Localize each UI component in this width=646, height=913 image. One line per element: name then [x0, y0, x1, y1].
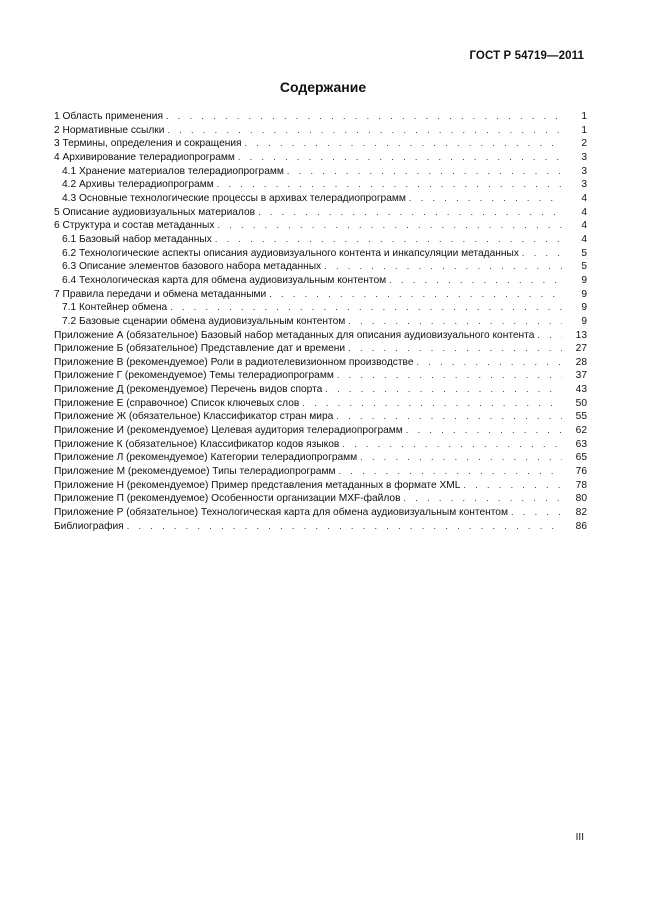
toc-entry [54, 151, 587, 165]
toc-entry-page: 5 [581, 261, 587, 273]
toc-entry [54, 410, 587, 424]
toc-entry [54, 260, 587, 274]
toc-entry-title: 5 Описание аудиовизуальных материалов [54, 206, 256, 218]
toc-entry-title: Библиография [54, 520, 124, 532]
toc-entry-page: 27 [575, 343, 587, 355]
toc-entry-page: 65 [575, 452, 587, 464]
toc-dot-leader [302, 397, 562, 411]
toc-entry-title: 6.3 Описание элементов базового набора метаданных [62, 261, 322, 273]
table-of-contents [54, 110, 587, 533]
toc-entry-page: 3 [581, 165, 587, 177]
toc-entry-page: 62 [575, 425, 587, 437]
toc-entry-page: 4 [581, 192, 587, 204]
toc-entry [54, 479, 587, 493]
toc-dot-leader [127, 520, 562, 534]
toc-entry-title: 7 Правила передачи и обмена метаданными [54, 288, 267, 300]
toc-entry [54, 506, 587, 520]
toc-dot-leader [360, 451, 562, 465]
toc-entry [54, 342, 587, 356]
toc-dot-leader [417, 356, 562, 370]
toc-entry-page: 2 [581, 138, 587, 150]
toc-entry-page: 43 [575, 384, 587, 396]
toc-entry [54, 288, 587, 302]
toc-entry-page: 5 [581, 247, 587, 259]
toc-dot-leader [522, 247, 562, 261]
toc-entry [54, 206, 587, 220]
page-number: III [575, 832, 584, 843]
toc-entry-title: 4.2 Архивы телерадиопрограмм [62, 179, 214, 191]
toc-entry-title: 2 Нормативные ссылки [54, 124, 165, 136]
toc-entry-page: 1 [581, 111, 587, 122]
toc-dot-leader [245, 137, 562, 151]
toc-entry [54, 247, 587, 261]
toc-entry-title: Приложение Б (обязательное) Представление дат и времени [54, 343, 346, 355]
toc-dot-leader [337, 369, 562, 383]
toc-dot-leader [511, 506, 562, 520]
toc-entry-page: 9 [581, 302, 587, 314]
toc-entry-title: Приложение К (обязательное) Классификатор кодов языков [54, 438, 340, 450]
toc-entry-title: 4.3 Основные технологические процессы в архивах телерадиопрограмм [62, 192, 406, 204]
toc-entry-title: 6.4 Технологическая карта для обмена аудиовизуальным контентом [62, 274, 387, 286]
toc-entry [54, 219, 587, 233]
toc-entry-title: 6 Структура и состав метаданных [54, 220, 215, 232]
toc-entry-page: 76 [575, 466, 587, 478]
toc-entry-title: 3 Термины, определения и сокращения [54, 138, 242, 150]
toc-entry [54, 383, 587, 397]
toc-entry [54, 192, 587, 206]
toc-entry-title: 4.1 Хранение материалов телерадиопрограмм [62, 165, 284, 177]
toc-entry-title: Приложение Н (рекомендуемое) Пример представления метаданных в формате XML [54, 479, 461, 491]
toc-entry [54, 465, 587, 479]
toc-dot-leader [324, 260, 562, 274]
toc-entry-page: 1 [581, 124, 587, 136]
toc-entry-title: 6.2 Технологические аспекты описания аудиовизуального контента и инкапсуляции метаданных [62, 247, 519, 259]
toc-dot-leader [167, 124, 562, 138]
toc-entry-page: 50 [575, 397, 587, 409]
toc-dot-leader [287, 165, 562, 179]
toc-entry-page: 4 [581, 206, 587, 218]
toc-entry-page: 28 [575, 356, 587, 368]
toc-dot-leader [409, 192, 562, 206]
toc-dot-leader [342, 438, 562, 452]
toc-entry-page: 78 [575, 479, 587, 491]
toc-dot-leader [348, 342, 562, 356]
toc-entry-page: 37 [575, 370, 587, 382]
toc-dot-leader [166, 110, 562, 124]
toc-entry-page: 80 [575, 493, 587, 505]
toc-entry [54, 165, 587, 179]
toc-entry [54, 369, 587, 383]
toc-dot-leader [463, 479, 562, 493]
toc-dot-leader [170, 301, 562, 315]
toc-entry-page: 13 [575, 329, 587, 341]
toc-entry-page: 4 [581, 233, 587, 245]
toc-dot-leader [336, 410, 562, 424]
toc-entry-page: 86 [575, 520, 587, 532]
toc-entry-title: Приложение Р (обязательное) Технологическая карта для обмена аудиовизуальным контентом [54, 507, 508, 519]
toc-entry-title: Приложение М (рекомендуемое) Типы телерадиопрограмм [54, 466, 336, 478]
toc-entry-page: 9 [581, 274, 587, 286]
toc-dot-leader [215, 233, 562, 247]
toc-dot-leader [406, 424, 562, 438]
toc-entry-title: Приложение Е (справочное) Список ключевых слов [54, 397, 300, 409]
toc-entry-title: 7.1 Контейнер обмена [62, 302, 168, 314]
document-code: ГОСТ Р 54719—2011 [469, 50, 584, 62]
toc-entry [54, 424, 587, 438]
toc-entry-title: 4 Архивирование телерадиопрограмм [54, 151, 235, 163]
toc-dot-leader [238, 151, 562, 165]
toc-entry [54, 356, 587, 370]
toc-dot-leader [258, 206, 562, 220]
toc-entry [54, 492, 587, 506]
toc-entry-page: 9 [581, 288, 587, 300]
toc-entry-page: 9 [581, 315, 587, 327]
toc-dot-leader [537, 329, 562, 343]
toc-dot-leader [389, 274, 562, 288]
toc-dot-leader [217, 178, 562, 192]
toc-entry [54, 233, 587, 247]
toc-entry-title: Приложение И (рекомендуемое) Целевая аудитория телерадиопрограмм [54, 425, 403, 437]
toc-entry [54, 137, 587, 151]
toc-dot-leader [348, 315, 562, 329]
toc-dot-leader [403, 492, 562, 506]
toc-entry [54, 124, 587, 138]
toc-entry-title: Приложение Г (рекомендуемое) Темы телерадиопрограмм [54, 370, 334, 382]
toc-entry-title: 1 Область применения [54, 111, 163, 122]
toc-dot-leader [325, 383, 562, 397]
toc-dot-leader [269, 288, 562, 302]
toc-entry [54, 274, 587, 288]
toc-entry-title: Приложение П (рекомендуемое) Особенности организации MXF-файлов [54, 493, 401, 505]
toc-entry-title: Приложение А (обязательное) Базовый набор метаданных для описания аудиовизуального контента [54, 329, 535, 341]
toc-entry-page: 3 [581, 179, 587, 191]
toc-entry [54, 301, 587, 315]
toc-entry-page: 63 [575, 438, 587, 450]
toc-entry-page: 4 [581, 220, 587, 232]
toc-entry-title: 7.2 Базовые сценарии обмена аудиовизуальным контентом [62, 315, 346, 327]
toc-entry-title: Приложение Д (рекомендуемое) Перечень видов спорта [54, 384, 323, 396]
toc-entry-page: 82 [575, 507, 587, 519]
toc-entry [54, 329, 587, 343]
toc-entry-page: 55 [575, 411, 587, 423]
toc-entry-title: Приложение Ж (обязательное) Классификатор стран мира [54, 411, 334, 423]
toc-entry-title: Приложение Л (рекомендуемое) Категории телерадиопрограмм [54, 452, 358, 464]
toc-entry [54, 110, 587, 124]
toc-entry [54, 397, 587, 411]
toc-entry-title: Приложение В (рекомендуемое) Роли в радиотелевизионном производстве [54, 356, 414, 368]
toc-entry-page: 3 [581, 151, 587, 163]
toc-title: Содержание [279, 79, 367, 95]
toc-entry [54, 451, 587, 465]
toc-entry [54, 315, 587, 329]
toc-entry [54, 438, 587, 452]
toc-entry [54, 178, 587, 192]
toc-dot-leader [217, 219, 562, 233]
toc-dot-leader [338, 465, 562, 479]
toc-entry-title: 6.1 Базовый набор метаданных [62, 233, 212, 245]
toc-entry [54, 520, 587, 534]
